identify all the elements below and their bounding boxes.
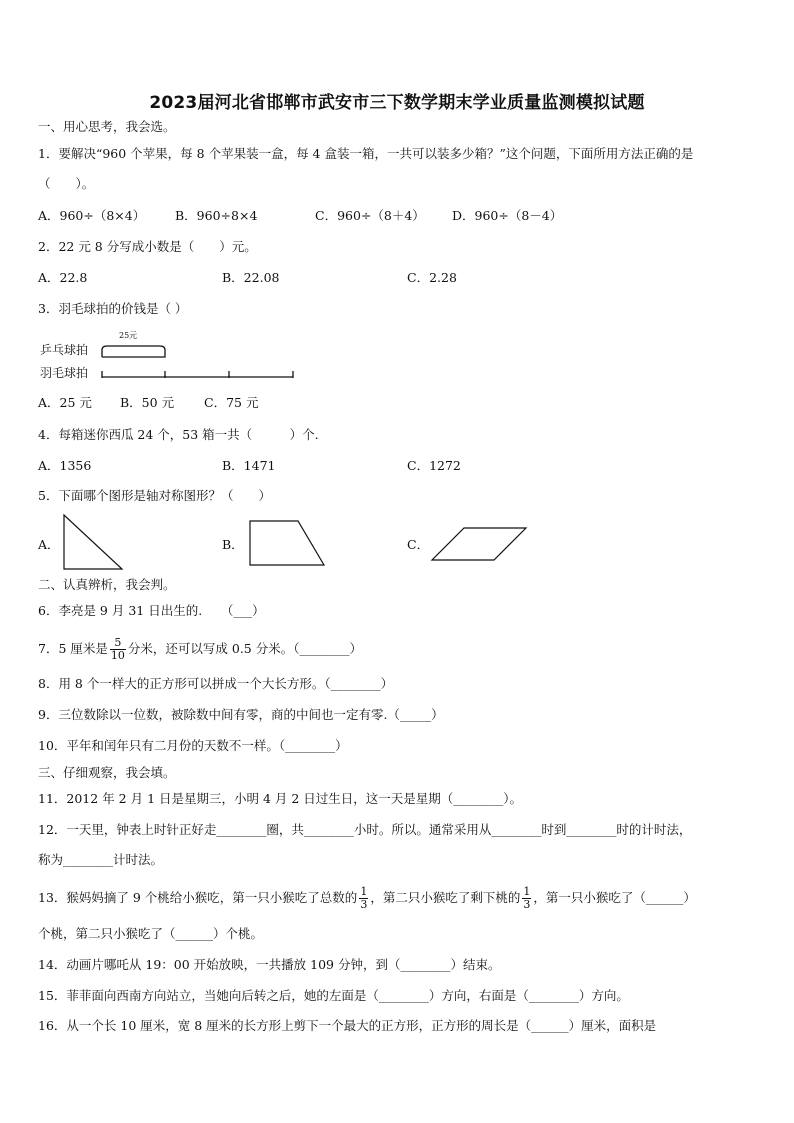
pingpong-bar	[102, 346, 165, 357]
question-13-line-2: 个桃，第二只小猴吃了（______）个桃。	[38, 926, 264, 941]
question-4-option-a: A．1356	[38, 458, 92, 473]
parallelogram-shape	[430, 524, 530, 564]
question-2-text: 2．22 元 8 分写成小数是（ ）元。	[38, 239, 257, 254]
diagram-bracket-label: 25元	[119, 331, 138, 340]
section-heading-2: 二、认真辨析，我会判。	[38, 577, 176, 592]
question-12-line-1: 12．一天里，钟表上时针正好走________圈，共________小时。所以。通常采用从________时到________时的计时法，	[38, 822, 692, 837]
question-3-option-c: C．75 元	[204, 395, 259, 410]
question-6-text: 6．李亮是 9 月 31 日出生的. （___）	[38, 603, 265, 618]
question-11-text: 11．2012 年 2 月 1 日是星期三，小明 4 月 2 日过生日，这一天是星期（________）。	[38, 791, 523, 806]
question-10-text: 10．平年和闰年只有二月份的天数不一样。（________）	[38, 738, 348, 753]
question-1-option-b: B．960÷8×4	[175, 208, 258, 223]
question-3-option-a: A．25 元	[38, 395, 92, 410]
question-4-option-b: B．1471	[222, 458, 276, 473]
question-4-text: 4．每箱迷你西瓜 24 个，53 箱一共（ ）个.	[38, 427, 319, 442]
question-8-text: 8．用 8 个一样大的正方形可以拼成一个大长方形。（________）	[38, 676, 394, 691]
diagram-label-badminton: 羽毛球拍	[40, 366, 89, 380]
right-triangle-shape	[60, 512, 126, 572]
question-5-option-c: C．	[407, 537, 430, 552]
question-4-option-c: C．1272	[407, 458, 461, 473]
question-1-option-c: C．960÷（8＋4）	[315, 208, 425, 223]
question-3-text: 3．羽毛球拍的价钱是（ ）	[38, 301, 188, 316]
section-heading-3: 三、仔细观察，我会填。	[38, 765, 176, 780]
question-1-text: 1．要解决“960 个苹果，每 8 个苹果装一盒，每 4 盒装一箱，一共可以装多少箱？”这个问题，下面所用方法正确的是	[38, 146, 694, 161]
question-1-option-a: A．960÷（8×4）	[38, 208, 146, 223]
question-2-option-c: C．2.28	[407, 270, 457, 285]
page-title: 2023届河北省邯郸市武安市三下数学期末学业质量监测模拟试题	[149, 93, 645, 113]
question-5-text: 5．下面哪个图形是轴对称图形？（ ）	[38, 488, 271, 503]
question-12-line-2: 称为________计时法。	[38, 852, 164, 867]
fraction-1-3: $\frac{1}{3}$	[360, 885, 368, 911]
fraction-1-3: $\frac{1}{3}$	[523, 885, 531, 911]
question-16-text: 16．从一个长 10 厘米，宽 8 厘米的长方形上剪下一个最大的正方形，正方形的周长是（______）厘米，面积是	[38, 1018, 657, 1033]
question-7-text: 7．5 厘米是 $\frac{5}{10}$ 分米，还可以写成 0.5 分米。（________）	[38, 636, 362, 662]
line-segment-diagram	[95, 340, 300, 382]
trapezoid-shape	[246, 518, 328, 568]
question-15-text: 15．菲菲面向西南方向站立，当她向后转之后，她的左面是（________）方向，右面是（________）方向。	[38, 988, 629, 1003]
question-14-text: 14．动画片哪吒从 19：00 开始放映，一共播放 109 分钟，到（________）结束。	[38, 957, 501, 972]
question-1-option-d: D．960÷（8－4）	[452, 208, 563, 223]
section-heading-1: 一、用心思考，我会选。	[38, 119, 176, 134]
question-9-text: 9．三位数除以一位数，被除数中间有零，商的中间也一定有零.（_____）	[38, 707, 444, 722]
question-5-option-b: B．	[222, 537, 244, 552]
diagram-label-pingpong: 乒乓球拍	[40, 343, 89, 357]
question-3-option-b: B．50 元	[120, 395, 175, 410]
fraction-5-10: $\frac{5}{10}$	[110, 636, 125, 662]
question-2-option-a: A．22.8	[38, 270, 88, 285]
question-5-option-a: A．	[38, 537, 60, 552]
question-2-option-b: B．22.08	[222, 270, 280, 285]
question-1-blank: （ ）。	[38, 176, 95, 191]
question-13-line-1: 13．猴妈妈摘了 9 个桃给小猴吃，第一只小猴吃了总数的 $\frac{1}{3}$ ，第二只小猴吃了剩下桃的 $\frac{1}{3}$ ，第一只小猴吃了（______）	[38, 885, 696, 911]
